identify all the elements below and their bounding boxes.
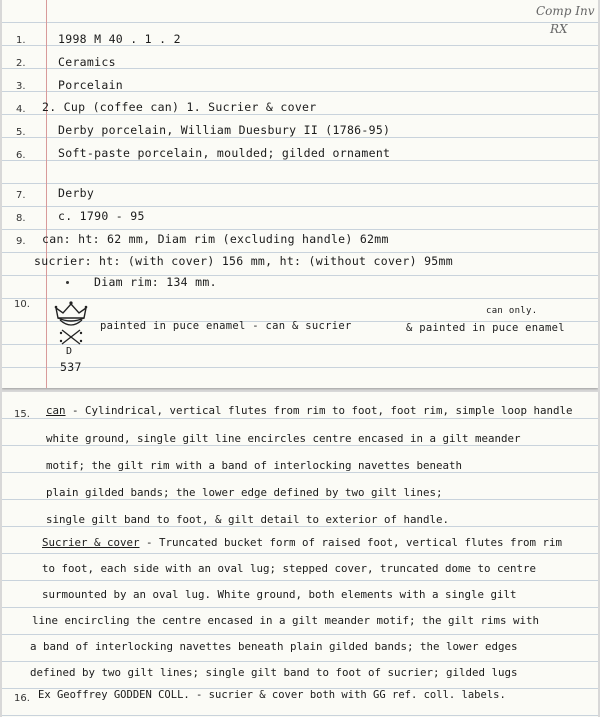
top-index-card [2, 0, 598, 388]
description-line: can - Cylindrical, vertical flutes from rim to foot, foot rim, simple loop handle [46, 404, 573, 417]
scanned-inventory-page [2, 0, 598, 717]
mark-caption-super: can only. [486, 306, 538, 316]
mark-number: 537 [60, 360, 82, 374]
line-text: Derby [58, 186, 95, 200]
line-text: Diam rim: 134 mm. [94, 275, 217, 289]
bottom-description-card [2, 392, 598, 717]
line-text: Derby porcelain, William Duesbury II (1786-95) [58, 123, 391, 137]
line-number: 10. [14, 299, 30, 310]
line-text: Ceramics [58, 55, 116, 69]
line-number: 7. [16, 190, 26, 201]
bullet-dot [66, 281, 69, 284]
line-number: 5. [16, 127, 26, 138]
line-text: can: ht: 62 mm, Diam rim (excluding handle) 62mm [42, 232, 389, 246]
mark-caption-right: & painted in puce enamel [406, 322, 565, 334]
margin-rule [46, 0, 47, 388]
corner-note-line-1: Comp Inv [536, 4, 595, 18]
description-line: Ex Geoffrey GODDEN COLL. - sucrier & cover both with GG ref. coll. labels. [38, 689, 506, 701]
line-number: 16. [14, 693, 30, 704]
line-text: Porcelain [58, 78, 124, 92]
line-text: sucrier: ht: (with cover) 156 mm, ht: (without cover) 95mm [34, 254, 453, 268]
line-text: Soft-paste porcelain, moulded; gilded ornament [58, 146, 391, 160]
line-number: 9. [16, 236, 26, 247]
description-lead: can [46, 404, 66, 417]
line-number: 3. [16, 81, 26, 92]
line-number: 4. [16, 104, 26, 115]
description-line: single gilt band to foot, & gilt detail to exterior of handle. [46, 513, 450, 526]
description-line: a band of interlocking navettes beneath plain gilded bands; the lower edges [30, 640, 518, 653]
line-number: 2. [16, 58, 26, 69]
line-number: 1. [16, 35, 26, 46]
description-line: white ground, single gilt line encircles centre encased in a gilt meander [46, 432, 521, 445]
description-line: defined by two gilt lines; single gilt band to foot of sucrier; gilded lugs [30, 666, 518, 679]
corner-note-line-2: RX [550, 22, 568, 36]
line-number: 6. [16, 150, 26, 161]
line-number: 15. [14, 409, 30, 420]
description-line: line encircling the centre encased in a gilt meander motif; the gilt rims with [32, 614, 540, 627]
description-line: to foot, each side with an oval lug; stepped cover, truncated dome to centre [42, 562, 537, 575]
description-line: motif; the gilt rim with a band of interlocking navettes beneath [46, 459, 463, 472]
description-line: plain gilded bands; the lower edge defined by two gilt lines; [46, 486, 443, 499]
line-number: 8. [16, 213, 26, 224]
line-text: 1998 M 40 . 1 . 2 [58, 32, 181, 46]
description-lead: Sucrier & cover [42, 536, 140, 549]
description-line: Sucrier & cover - Truncated bucket form of raised foot, vertical flutes from rim [42, 536, 563, 549]
mark-letter: D [66, 346, 73, 357]
crown-mark-icon [50, 300, 92, 350]
description-line: surmounted by an oval lug. White ground, both elements with a single gilt [42, 588, 517, 601]
mark-caption-left: painted in puce enamel - can & sucrier [100, 320, 352, 332]
line-text: 2. Cup (coffee can) 1. Sucrier & cover [42, 100, 317, 114]
line-text: c. 1790 - 95 [58, 209, 145, 223]
